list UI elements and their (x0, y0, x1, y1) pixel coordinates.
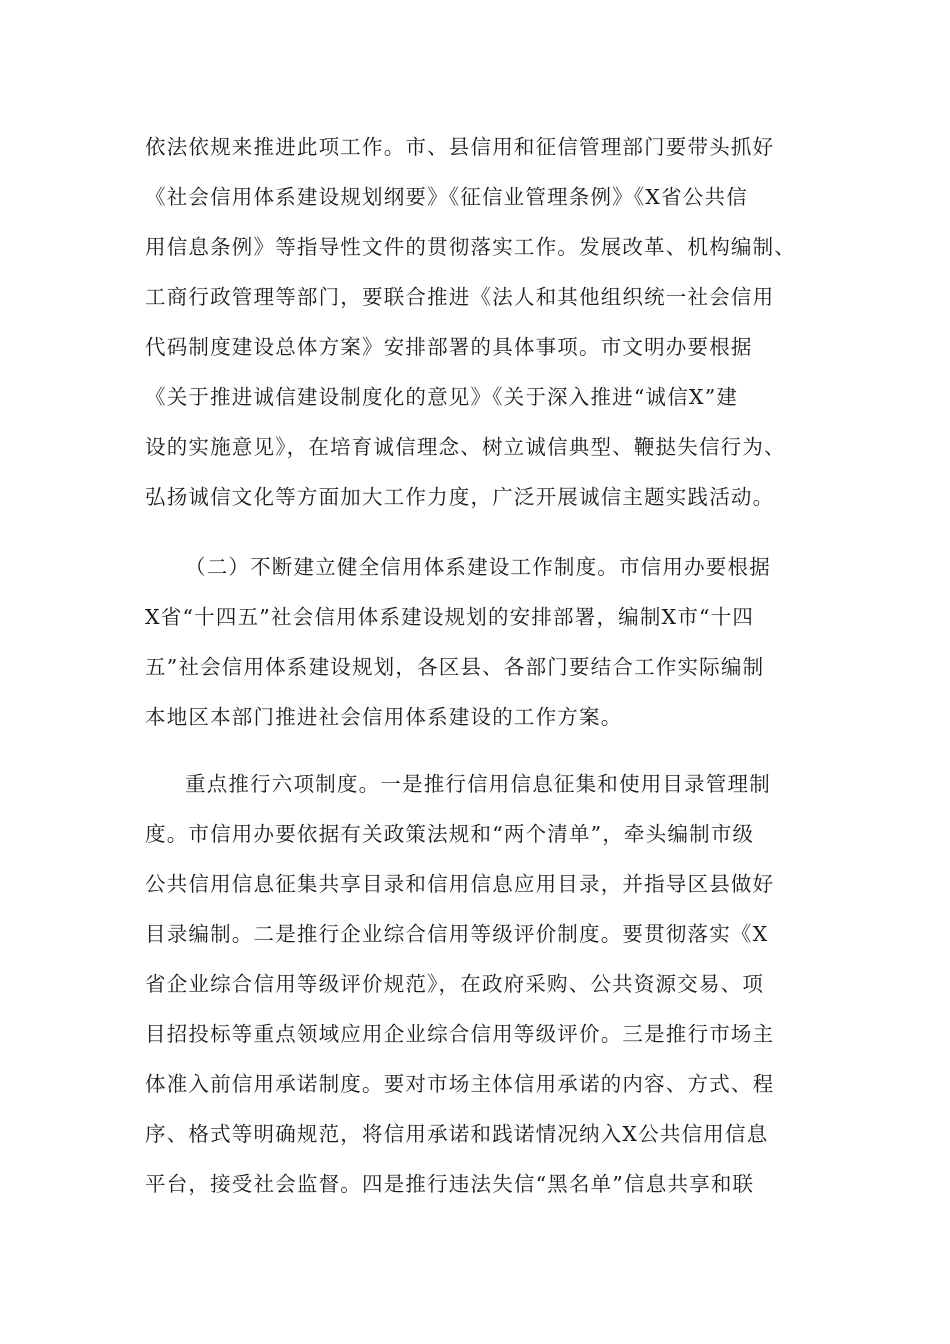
text-line: 工商行政管理等部门，要联合推进《法人和其他组织统一社会信用 (145, 285, 775, 309)
text-line: 设的实施意见》，在培育诚信理念、树立诚信典型、鞭挞失信行为、 (145, 435, 786, 459)
paragraph-section-two (145, 542, 815, 742)
text-line: 体准入前信用承诺制度。要对市场主体信用承诺的内容、方式、程 (145, 1072, 775, 1096)
text-line: 本地区本部门推进社会信用体系建设的工作方案。 (145, 705, 623, 729)
text-line: 度。市信用办要依据有关政策法规和“两个清单”，牵头编制市级 (145, 822, 755, 846)
text-line: 目录编制。二是推行企业综合信用等级评价制度。要贯彻落实《X (145, 922, 769, 946)
text-line: 公共信用信息征集共享目录和信用信息应用目录，并指导区县做好 (145, 872, 775, 896)
text-line: 序、格式等明确规范，将信用承诺和践诺情况纳入X公共信用信息 (145, 1122, 769, 1146)
text-line: 平台，接受社会监督。四是推行违法失信“黑名单”信息共享和联 (145, 1172, 755, 1196)
text-line: X省“十四五”社会信用体系建设规划的安排部署，编制X市“十四 (145, 605, 755, 629)
text-line: 代码制度建设总体方案》安排部署的具体事项。市文明办要根据 (145, 335, 753, 359)
text-line: 弘扬诚信文化等方面加大工作力度，广泛开展诚信主题实践活动。 (145, 485, 775, 509)
paragraph-credit-work (145, 122, 815, 522)
text-line: 重点推行六项制度。一是推行信用信息征集和使用目录管理制 (185, 772, 771, 796)
text-line: 用信息条例》等指导性文件的贯彻落实工作。发展改革、机构编制、 (145, 235, 796, 259)
text-line: 《关于推进诚信建设制度化的意见》《关于深入推进“诚信X”建 (145, 385, 739, 409)
text-line: 省企业综合信用等级评价规范》，在政府采购、公共资源交易、项 (145, 972, 765, 996)
text-line: 依法依规来推进此项工作。市、县信用和征信管理部门要带头抓好 (145, 135, 775, 159)
text-line: （二）不断建立健全信用体系建设工作制度。市信用办要根据 (185, 555, 771, 579)
text-line: 《社会信用体系建设规划纲要》《征信业管理条例》《X省公共信 (145, 185, 748, 209)
text-line: 五”社会信用体系建设规划，各区县、各部门要结合工作实际编制 (145, 655, 765, 679)
text-line: 目招投标等重点领域应用企业综合信用等级评价。三是推行市场主 (145, 1022, 775, 1046)
paragraph-six-systems (145, 759, 815, 1209)
